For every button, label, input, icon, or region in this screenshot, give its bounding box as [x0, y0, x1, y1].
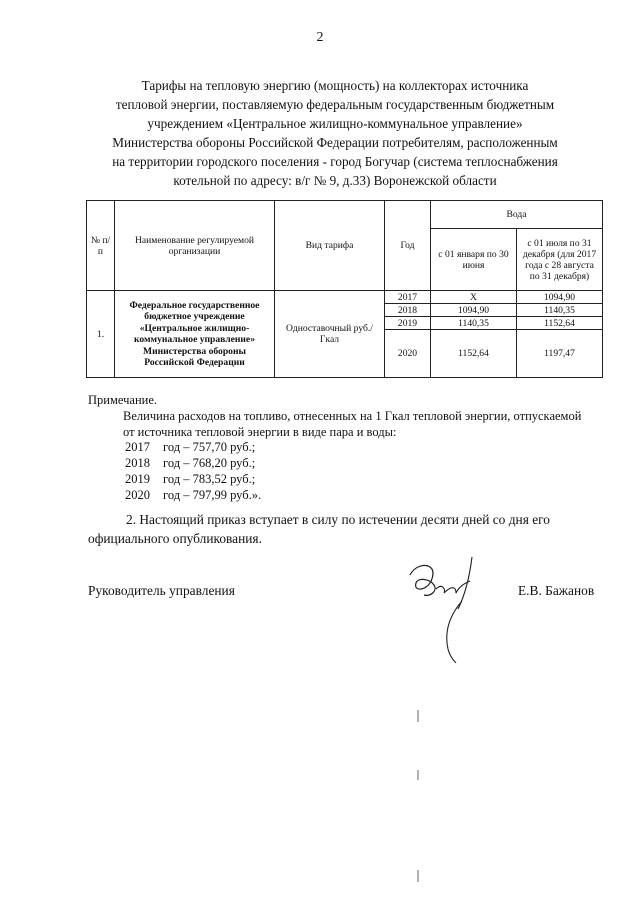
header-period-2: с 01 июля по 31 декабря (для 2017 года с 28 августа по 31 декабря): [517, 229, 603, 291]
paragraph-line: официального опубликования.: [88, 531, 262, 546]
cost-value: год – 783,52 руб.;: [163, 472, 256, 486]
cost-value: год – 768,20 руб.;: [163, 456, 256, 470]
title-line: Министерства обороны Российской Федерации потребителям, расположенным: [112, 135, 558, 150]
note-text: [123, 408, 581, 440]
note-line: от источника тепловой энергии в виде пара и воды:: [123, 425, 397, 439]
header-org: Наименование регулируемой организации: [115, 201, 275, 291]
year-cell: 2017: [385, 291, 431, 304]
paragraph-line: 2. Настоящий приказ вступает в силу по истечении десяти дней со дня его: [126, 512, 551, 527]
year-cell: 2020: [385, 330, 431, 378]
period-2-value: 1094,90: [517, 291, 603, 304]
row-org: Федеральное государственное бюджетное учреждение «Центральное жилищно-коммунальное управление» Министерства обороны Российской Федерации: [115, 291, 275, 378]
signatory-position: Руководитель управления: [88, 583, 235, 598]
period-1-value: 1094,90: [431, 304, 517, 317]
cost-year: 2019: [125, 472, 150, 486]
title-line: котельной по адресу: в/г № 9, д.33) Воронежской области: [173, 173, 497, 188]
period-1-value: X: [431, 291, 517, 304]
fuel-cost-row: [125, 455, 261, 471]
cost-year: 2020: [125, 488, 150, 502]
cost-value: год – 797,99 руб.».: [163, 488, 262, 502]
period-1-value: 1140,35: [431, 317, 517, 330]
header-year: Год: [385, 201, 431, 291]
note-line: Величина расходов на топливо, отнесенных на 1 Гкал тепловой энергии, отпускаемой: [123, 409, 582, 423]
period-2-value: 1152,64: [517, 317, 603, 330]
period-1-value: 1152,64: [431, 330, 517, 378]
title-line: на территории городского поселения - город Богучар (система теплоснабжения: [112, 154, 558, 169]
year-cell: 2019: [385, 317, 431, 330]
title-line: Тарифы на тепловую энергию (мощность) на коллекторах источника: [141, 78, 529, 93]
cost-year: 2018: [125, 456, 150, 470]
page-number: 2: [316, 30, 324, 45]
header-num: № п/п: [87, 201, 115, 291]
tariff-table: [86, 200, 603, 378]
row-num: 1.: [87, 291, 115, 378]
fuel-cost-row: [125, 487, 261, 503]
year-cell: 2018: [385, 304, 431, 317]
fuel-cost-list: [125, 439, 261, 503]
note-label: Примечание.: [88, 393, 158, 407]
title-line: учреждением «Центральное жилищно-коммунальное управление»: [147, 116, 523, 131]
scan-artifact-marks: [410, 700, 430, 900]
paragraph-2: [88, 510, 550, 548]
handwritten-signature: [400, 553, 490, 663]
header-tariff-type: Вид тарифа: [275, 201, 385, 291]
cost-value: год – 757,70 руб.;: [163, 440, 256, 454]
header-period-1: с 01 января по 30 июня: [431, 229, 517, 291]
header-water: Вода: [431, 201, 603, 229]
period-2-value: 1197,47: [517, 330, 603, 378]
cost-year: 2017: [125, 440, 150, 454]
document-title: [70, 76, 600, 190]
period-2-value: 1140,35: [517, 304, 603, 317]
row-tariff-type: Одноставочный руб./Гкал: [275, 291, 385, 378]
fuel-cost-row: [125, 471, 261, 487]
signatory-name: Е.В. Бажанов: [518, 583, 595, 598]
title-line: тепловой энергии, поставляемую федеральным государственным бюджетным: [115, 97, 555, 112]
fuel-cost-row: [125, 439, 261, 455]
